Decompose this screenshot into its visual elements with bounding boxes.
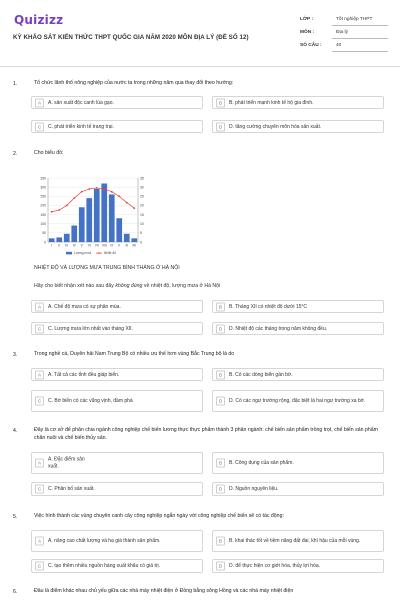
- temperature-point: [103, 188, 105, 190]
- option-letter: A: [35, 302, 44, 311]
- month-label: III: [65, 243, 69, 248]
- exam-meta: [300, 13, 388, 52]
- right-tick-label: 25: [140, 194, 144, 199]
- legend-temperature-label: Nhiệt độ: [104, 251, 116, 255]
- option-c[interactable]: [31, 120, 203, 133]
- option-text: C. Bờ biển có các vũng vịnh, đầm phá: [48, 397, 133, 404]
- option-text: C. Lượng mưa lớn nhất vào tháng XII.: [48, 325, 133, 332]
- option-text: A. Tất cả các tỉnh đều giáp biển.: [48, 371, 120, 378]
- option-a[interactable]: [31, 452, 203, 474]
- rainfall-bar: [109, 194, 115, 242]
- meta-class: [300, 13, 388, 26]
- question-number: 2.: [13, 151, 18, 157]
- option-a[interactable]: [31, 368, 203, 381]
- meta-class-label: LỚP :: [300, 17, 314, 22]
- option-d[interactable]: [212, 120, 384, 133]
- rainfall-bar: [56, 237, 62, 242]
- option-letter: A: [35, 459, 44, 468]
- left-tick-label: 250: [40, 194, 46, 199]
- meta-count-value: 40: [332, 40, 388, 52]
- option-text: C. Phân bố sản xuất.: [48, 485, 95, 492]
- temperature-point: [118, 195, 120, 197]
- option-a[interactable]: [31, 530, 203, 552]
- option-c[interactable]: [31, 559, 203, 573]
- option-letter: A: [35, 537, 44, 546]
- temperature-point: [81, 191, 83, 193]
- meta-count-label: SỐ CÂU :: [300, 43, 322, 48]
- question-number: 4.: [13, 428, 18, 434]
- option-text: B. Có các dòng biển gần bờ.: [229, 371, 293, 378]
- prompt-end: về nhiệt độ, lượng mưa ở Hà Nội: [142, 283, 221, 289]
- option-b[interactable]: [212, 96, 384, 109]
- month-label: II: [58, 243, 61, 248]
- rainfall-bar: [71, 226, 77, 242]
- prompt-start: Hãy cho biết nhận xét nào sau đây: [34, 283, 116, 289]
- temperature-line: [52, 188, 135, 212]
- question-text: Trong nghề cá, Duyên hải Nam Trung Bộ có nhiều ưu thế hơn vùng Bắc Trung bộ là do: [34, 351, 235, 357]
- meta-subject: [300, 26, 388, 39]
- temperature-point: [66, 205, 68, 207]
- rainfall-bar: [124, 234, 130, 242]
- right-tick-label: 15: [140, 212, 144, 217]
- option-letter: A: [35, 98, 44, 107]
- option-a[interactable]: [31, 300, 203, 313]
- exam-title: KỲ KHẢO SÁT KIẾN THỨC THPT QUỐC GIA NĂM 2020 MÔN ĐỊA LÝ (ĐỀ SỐ 12): [13, 34, 249, 41]
- temperature-point: [96, 187, 98, 189]
- left-tick-label: 300: [40, 185, 46, 190]
- option-text: B. phát triển mạnh kinh tế hộ gia đình.: [229, 99, 314, 106]
- question-text: Việc hình thành các vùng chuyên canh cây công nghiệp ngắn ngày với công nghiệp chế biến sẽ có tác động:: [34, 513, 284, 519]
- month-label: XII: [132, 243, 137, 248]
- month-label: X: [118, 243, 121, 248]
- option-a[interactable]: [31, 96, 203, 109]
- right-tick-label: 0: [140, 240, 142, 245]
- left-tick-label: 100: [40, 222, 46, 227]
- option-letter: B: [216, 98, 225, 107]
- option-b[interactable]: [212, 300, 384, 313]
- month-label: XI: [125, 243, 129, 248]
- question-text: Cho biểu đồ:: [34, 150, 64, 156]
- option-letter: B: [216, 537, 225, 546]
- rainfall-bar: [131, 238, 137, 242]
- temperature-point: [111, 191, 113, 193]
- question-number: 3.: [13, 352, 18, 358]
- option-letter: B: [216, 459, 225, 468]
- quizizz-logo: Quizizz: [14, 13, 64, 27]
- left-tick-label: 50: [42, 231, 46, 236]
- question-number: 5.: [13, 514, 18, 520]
- option-b[interactable]: [212, 452, 384, 474]
- meta-class-value: Tốt nghiệp THPT: [332, 14, 388, 26]
- rainfall-bar: [116, 218, 122, 242]
- question-text: Tổ chức lãnh thổ nông nghiệp của nước ta trong những năm qua thay đổi theo hướng:: [34, 80, 234, 86]
- month-label: VII: [94, 243, 99, 248]
- temperature-point: [133, 207, 135, 209]
- option-text: C. phát triển kinh tế trang trại.: [48, 123, 114, 130]
- temperature-point: [73, 197, 75, 199]
- month-label: I: [51, 243, 53, 248]
- month-label: IV: [72, 243, 76, 248]
- right-tick-label: 10: [140, 222, 144, 227]
- left-tick-label: 200: [40, 203, 46, 208]
- question-text: Đây là cơ sở để phân chia ngành công nghiệp chế biến lương thực thực phẩm thành 3 phân ngành: chế biến sản phẩm trồng trọt, chế biến sản phẩm chăn nuôi và chế biến thủy sản.: [34, 427, 378, 441]
- month-label: V: [80, 243, 83, 248]
- legend-line-marker: [98, 252, 100, 254]
- option-d[interactable]: [212, 390, 384, 412]
- right-tick-label: 30: [140, 185, 144, 190]
- legend-rainfall-label: Lượng mưa: [74, 251, 91, 255]
- rainfall-bar: [64, 234, 70, 242]
- option-letter: A: [35, 370, 44, 379]
- left-tick-label: 150: [40, 212, 46, 217]
- option-letter: C: [35, 324, 44, 333]
- option-text: A. Đặc điểm sản xuất.: [48, 456, 85, 469]
- option-text: A. nâng cao chất lượng và hạ giá thành sản phẩm.: [48, 537, 161, 544]
- option-c[interactable]: [31, 322, 203, 335]
- rainfall-bar: [94, 189, 100, 242]
- right-tick-label: 20: [140, 203, 144, 208]
- option-text: A. sản xuất độc canh lúa gạo.: [48, 99, 114, 106]
- rainfall-bar: [86, 198, 92, 242]
- option-b[interactable]: [212, 368, 384, 381]
- option-text: B. Tháng XII có nhiệt độ dưới 15°C: [229, 303, 308, 310]
- option-text: D. Nguồn nguyên liệu.: [229, 485, 279, 492]
- chart-caption: NHIỆT ĐỘ VÀ LƯỢNG MƯA TRUNG BÌNH THÁNG Ở HÀ NỘI: [34, 265, 180, 271]
- option-c[interactable]: [31, 482, 203, 496]
- month-label: VI: [87, 243, 91, 248]
- left-tick-label: 350: [40, 176, 46, 181]
- option-letter: C: [35, 122, 44, 131]
- question-number: 6.: [13, 589, 18, 595]
- option-text: A. Chế độ mưa có sự phân mùa.: [48, 303, 121, 310]
- option-text: D. Có các ngư trường rộng, đặc biệt là hai ngư trường xa bờ.: [229, 397, 366, 404]
- option-letter: B: [216, 370, 225, 379]
- question-text: Đâu là điểm khác nhau chủ yếu giữa các nhà máy nhiệt điện ở Đồng bằng sông Hồng và các nhà máy nhiệt điện: [34, 588, 294, 594]
- meta-subject-label: MÔN :: [300, 30, 315, 35]
- question-number: 1.: [13, 81, 18, 87]
- option-text: D. Nhiệt độ các tháng trong năm không đều.: [229, 325, 328, 332]
- option-d[interactable]: [212, 559, 384, 573]
- option-d[interactable]: [212, 482, 384, 496]
- month-label: IX: [110, 243, 114, 248]
- option-letter: D: [216, 562, 225, 571]
- meta-count: [300, 39, 388, 52]
- option-text: B. Công dụng của sản phẩm.: [229, 459, 294, 466]
- temperature-point: [58, 209, 60, 211]
- question-prompt: [34, 283, 220, 289]
- rainfall-bar: [49, 238, 55, 242]
- meta-subject-value: Địa lý: [332, 27, 388, 39]
- temperature-point: [126, 202, 128, 204]
- header-divider: [0, 66, 400, 67]
- option-letter: D: [216, 485, 225, 494]
- option-text: D. để thực hiện cơ giới hóa, thủy lợi hóa.: [229, 562, 321, 569]
- legend-bar-swatch: [66, 252, 72, 255]
- option-letter: C: [35, 397, 44, 406]
- option-letter: D: [216, 324, 225, 333]
- option-text: C. tạo thêm nhiều nguồn hàng xuất khẩu có giá trị.: [48, 562, 161, 569]
- right-tick-label: 5: [140, 231, 142, 236]
- month-label: VIII: [101, 243, 107, 248]
- temperature-rainfall-chart: [30, 172, 155, 260]
- rainfall-bar: [79, 207, 85, 242]
- option-text: D. tăng cường chuyên môn hóa sản xuất.: [229, 123, 322, 130]
- option-text: B. khai thác tốt về tiềm năng đất đai, khí hậu của mỗi vùng.: [229, 537, 361, 544]
- left-tick-label: 0: [44, 240, 46, 245]
- option-letter: C: [35, 485, 44, 494]
- right-tick-label: 35: [140, 176, 144, 181]
- rainfall-bar: [101, 183, 107, 242]
- prompt-emphasis: không đúng: [115, 283, 143, 289]
- temperature-point: [51, 211, 53, 213]
- option-d[interactable]: [212, 322, 384, 335]
- option-letter: C: [35, 562, 44, 571]
- option-letter: D: [216, 122, 225, 131]
- option-b[interactable]: [212, 530, 384, 552]
- option-c[interactable]: [31, 390, 203, 412]
- option-letter: D: [216, 397, 225, 406]
- temperature-point: [88, 188, 90, 190]
- option-letter: B: [216, 302, 225, 311]
